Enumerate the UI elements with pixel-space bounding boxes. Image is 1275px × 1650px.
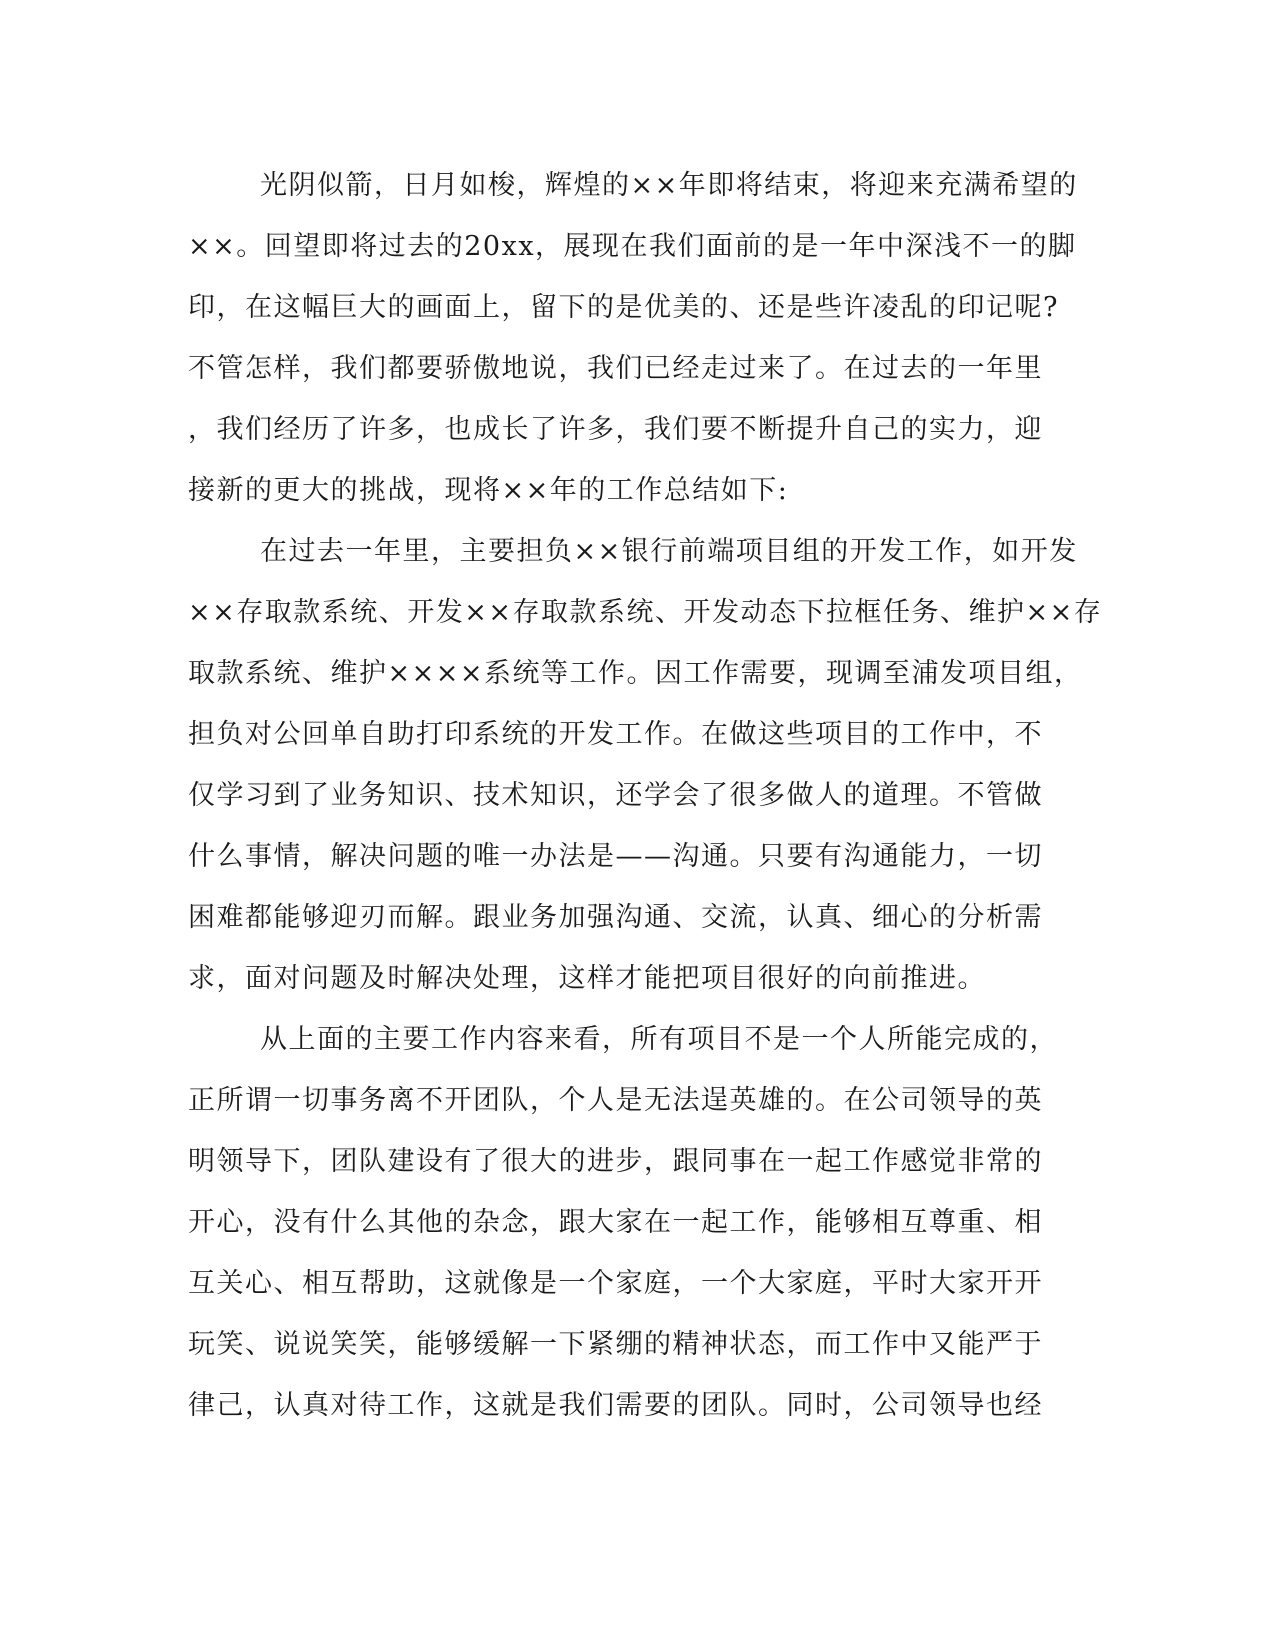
text-line: 取款系统、维护××××系统等工作。因工作需要，现调至浦发项目组，	[188, 658, 1083, 689]
text-line: 互关心、相互帮助，这就像是一个家庭，一个大家庭，平时大家开开	[188, 1268, 1043, 1299]
text-line: 在过去一年里，主要担负××银行前端项目组的开发工作，如开发	[260, 536, 1078, 567]
text-line: 印，在这幅巨大的画面上，留下的是优美的、还是些许凌乱的印记呢?	[188, 292, 1059, 323]
text-line: ，我们经历了许多，也成长了许多，我们要不断提升自己的实力，迎	[188, 414, 1043, 445]
document-body	[188, 166, 1103, 1447]
text-line: 律己，认真对待工作，这就是我们需要的团队。同时，公司领导也经	[188, 1390, 1043, 1421]
text-line: ××存取款系统、开发××存取款系统、开发动态下拉框任务、维护××存	[188, 597, 1103, 628]
text-line: 光阴似箭，日月如梭，辉煌的××年即将结束，将迎来充满希望的	[260, 170, 1078, 201]
text-line: 接新的更大的挑战，现将××年的工作总结如下:	[188, 475, 789, 506]
text-line: 玩笑、说说笑笑，能够缓解一下紧绷的精神状态，而工作中又能严于	[188, 1329, 1043, 1360]
text-line: 求，面对问题及时解决处理，这样才能把项目很好的向前推进。	[188, 963, 986, 994]
text-line: 什么事情，解决问题的唯一办法是——沟通。只要有沟通能力，一切	[188, 841, 1043, 872]
text-line: 仅学习到了业务知识、技术知识，还学会了很多做人的道理。不管做	[188, 780, 1043, 811]
text-line: ××。回望即将过去的20xx，展现在我们面前的是一年中深浅不一的脚	[188, 231, 1077, 262]
text-line: 明领导下，团队建设有了很大的进步，跟同事在一起工作感觉非常的	[188, 1146, 1043, 1177]
text-line: 不管怎样，我们都要骄傲地说，我们已经走过来了。在过去的一年里	[188, 353, 1043, 384]
text-line: 从上面的主要工作内容来看，所有项目不是一个人所能完成的，	[260, 1024, 1058, 1055]
text-line: 困难都能够迎刃而解。跟业务加强沟通、交流，认真、细心的分析需	[188, 902, 1043, 933]
text-line: 担负对公回单自助打印系统的开发工作。在做这些项目的工作中，不	[188, 719, 1043, 750]
text-line: 正所谓一切事务离不开团队，个人是无法逞英雄的。在公司领导的英	[188, 1085, 1043, 1116]
text-line: 开心，没有什么其他的杂念，跟大家在一起工作，能够相互尊重、相	[188, 1207, 1043, 1238]
